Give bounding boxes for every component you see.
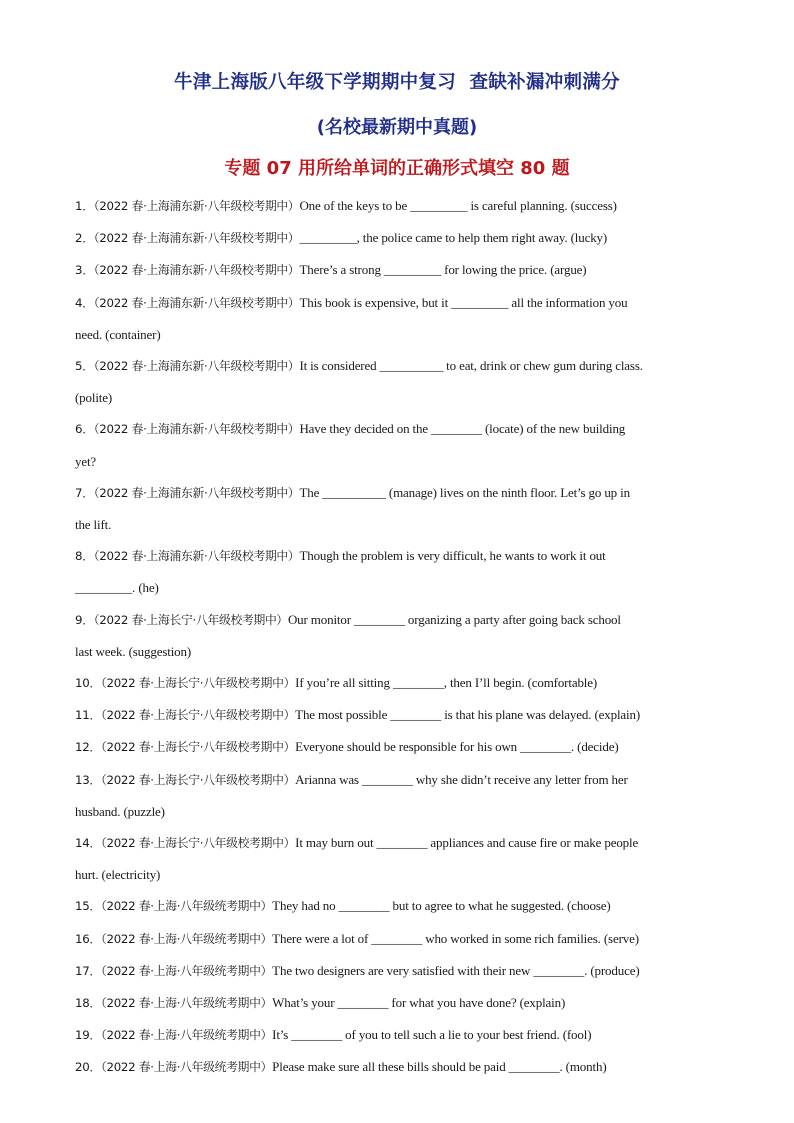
question-source: （2022 春·上海浦东新·八年级校考期中）: [93, 422, 300, 437]
question-item: [75, 604, 725, 636]
topic-heading: 专题 07 用所给单词的正确形式填空 80 题: [224, 158, 570, 179]
question-text: (polite): [75, 390, 113, 406]
question-text: Have they decided on the ________ (locate) of the new building: [299, 421, 626, 437]
question-continuation: [75, 796, 725, 827]
question-text: It is considered __________ to eat, drink or chew gum during class.: [299, 358, 643, 374]
question-source: （2022 春·上海长宁·八年级校考期中）: [93, 612, 288, 627]
question-text: Everyone should be responsible for his own ________. (decide): [295, 739, 619, 755]
question-item: [75, 350, 725, 382]
question-item: [75, 477, 725, 509]
question-text: This book is expensive, but it _________ all the information you: [299, 294, 628, 310]
question-number: 2．: [75, 231, 94, 246]
question-text: Our monitor ________ organizing a party after going back school: [287, 611, 621, 627]
question-source: （2022 春·上海·八年级统考期中）: [100, 1028, 273, 1043]
question-number: 4．: [75, 295, 94, 310]
question-item: [75, 890, 725, 922]
question-text: last week. (suggestion): [75, 643, 192, 659]
question-source: （2022 春·上海长宁·八年级校考期中）: [100, 836, 296, 851]
question-item: [75, 413, 725, 445]
question-continuation: [75, 636, 725, 667]
question-source: （2022 春·上海长宁·八年级校考期中）: [100, 708, 296, 723]
question-list: [75, 190, 725, 1084]
question-item: [75, 1051, 725, 1083]
question-text: husband. (puzzle): [75, 803, 165, 819]
question-item: [75, 955, 725, 987]
question-number: 19．: [75, 1028, 101, 1043]
question-number: 13．: [75, 772, 101, 787]
question-text: It’s ________ of you to tell such a lie to your best friend. (fool): [272, 1027, 592, 1043]
question-source: （2022 春·上海浦东新·八年级校考期中）: [93, 231, 300, 246]
question-source: （2022 春·上海浦东新·八年级校考期中）: [93, 549, 300, 564]
question-number: 9．: [75, 612, 94, 627]
question-item: [75, 731, 725, 763]
question-item: [75, 764, 725, 796]
question-item: [75, 827, 725, 859]
question-number: 3．: [75, 263, 94, 278]
question-text: hurt. (electricity): [75, 867, 161, 883]
question-item: [75, 222, 725, 254]
question-source: （2022 春·上海长宁·八年级校考期中）: [100, 772, 296, 787]
question-continuation: [75, 319, 725, 350]
question-source: （2022 春·上海·八年级统考期中）: [100, 996, 273, 1011]
question-text: Arianna was ________ why she didn’t receive any letter from her: [295, 771, 628, 787]
question-source: （2022 春·上海浦东新·八年级校考期中）: [93, 263, 300, 278]
question-number: 11．: [75, 708, 101, 723]
question-text: If you’re all sitting ________, then I’ll begin. (comfortable): [295, 675, 598, 691]
question-item: [75, 540, 725, 572]
question-text: One of the keys to be _________ is careful planning. (success): [299, 198, 617, 213]
question-number: 7．: [75, 485, 94, 500]
question-text: What’s your ________ for what you have done? (explain): [272, 995, 566, 1011]
question-text: The __________ (manage) lives on the ninth floor. Let’s go up in: [299, 484, 630, 500]
question-item: [75, 923, 725, 955]
question-source: （2022 春·上海浦东新·八年级校考期中）: [93, 359, 300, 374]
question-continuation: [75, 382, 725, 413]
question-source: （2022 春·上海长宁·八年级校考期中）: [100, 676, 296, 691]
question-text: There were a lot of ________ who worked in some rich families. (serve): [272, 930, 639, 946]
question-source: （2022 春·上海浦东新·八年级校考期中）: [93, 199, 300, 213]
question-text: The two designers are very satisfied with their new ________. (produce): [272, 962, 640, 978]
question-text: _________. (he): [75, 580, 159, 596]
question-text: The most possible ________ is that his plane was delayed. (explain): [295, 707, 641, 723]
question-continuation: [75, 509, 725, 540]
question-text: need. (container): [75, 326, 161, 342]
question-source: （2022 春·上海浦东新·八年级校考期中）: [93, 295, 300, 310]
document-subtitle: (名校最新期中真题): [316, 117, 478, 138]
question-number: 20．: [75, 1060, 101, 1075]
question-number: 17．: [75, 963, 101, 978]
question-number: 15．: [75, 899, 101, 914]
question-continuation: [75, 859, 725, 890]
question-item: [75, 254, 725, 286]
question-item: [75, 287, 725, 319]
question-item: [75, 987, 725, 1019]
question-item: [75, 1019, 725, 1051]
question-number: 5．: [75, 359, 94, 374]
question-text: Though the problem is very difficult, he wants to work it out: [299, 548, 606, 564]
question-source: （2022 春·上海长宁·八年级校考期中）: [100, 740, 296, 755]
question-continuation: [75, 572, 725, 603]
question-source: （2022 春·上海浦东新·八年级校考期中）: [93, 485, 300, 500]
question-text: the lift.: [75, 517, 112, 533]
question-text: It may burn out ________ appliances and cause fire or make people: [295, 835, 639, 851]
question-source: （2022 春·上海·八年级统考期中）: [100, 899, 273, 914]
question-item: [75, 190, 725, 222]
question-text: _________, the police came to help them right away. (lucky): [299, 230, 608, 246]
question-text: Please make sure all these bills should be paid ________. (month): [272, 1059, 607, 1075]
question-number: 6．: [75, 422, 94, 437]
question-number: 14．: [75, 836, 101, 851]
question-item: [75, 667, 725, 699]
question-text: yet?: [75, 453, 97, 469]
question-source: （2022 春·上海·八年级统考期中）: [100, 931, 273, 946]
question-number: 1．: [75, 199, 94, 213]
question-number: 12．: [75, 740, 101, 755]
document-title: 牛津上海版八年级下学期期中复习 查缺补漏冲刺满分: [174, 72, 620, 93]
question-source: （2022 春·上海·八年级统考期中）: [100, 1060, 273, 1075]
question-item: [75, 699, 725, 731]
question-number: 8．: [75, 549, 94, 564]
question-continuation: [75, 446, 725, 477]
question-number: 10．: [75, 676, 101, 691]
question-text: There’s a strong _________ for lowing the price. (argue): [299, 262, 587, 278]
question-text: They had no ________ but to agree to what he suggested. (choose): [272, 898, 611, 914]
question-number: 18．: [75, 996, 101, 1011]
question-source: （2022 春·上海·八年级统考期中）: [100, 963, 273, 978]
question-number: 16．: [75, 931, 101, 946]
